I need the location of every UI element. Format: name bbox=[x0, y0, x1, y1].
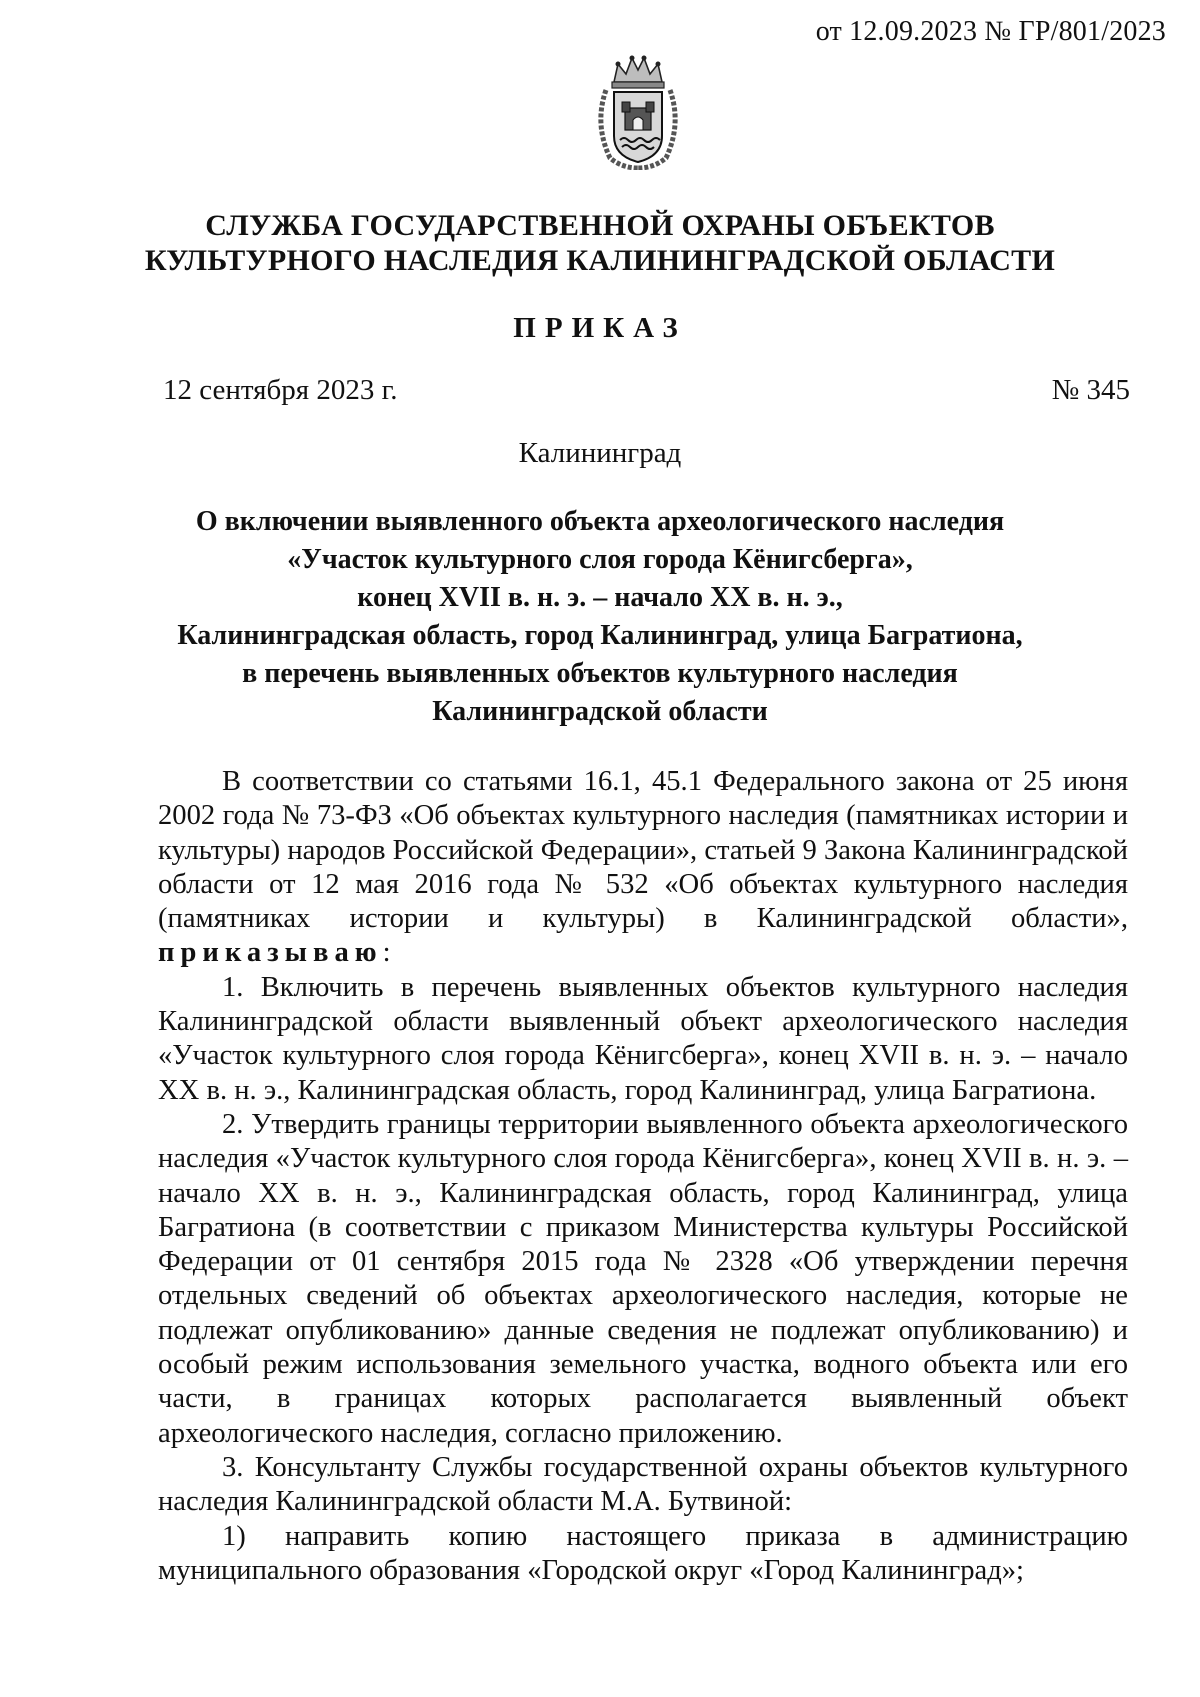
subject-line: Калининградской области bbox=[432, 696, 768, 727]
kaliningrad-region-coat-of-arms-icon bbox=[592, 54, 684, 170]
preamble-text: В соответствии со статьями 16.1, 45.1 Федерального закона от 25 июня 2002 года № 73-ФЗ «Об объектах культурного наследия (памятниках истории и культуры) народов Российской Федерации», статьей 9 Закона Калининградской области от 12 мая 2016 года № 532 «Об объектах культурного наследия (памятниках истории и культуры) в Калининградской области», bbox=[158, 766, 1128, 935]
order-number: № 345 bbox=[1051, 374, 1130, 406]
subject-line: в перечень выявленных объектов культурного наследия bbox=[242, 658, 958, 689]
subject-line: конец XVII в. н. э. – начало XX в. н. э., bbox=[357, 582, 843, 613]
order-body bbox=[158, 765, 1128, 1588]
city: Калининград bbox=[518, 437, 682, 469]
order-word: приказываю bbox=[158, 937, 383, 969]
item-3: 3. Консультанту Службы государственной охраны объектов культурного наследия Калининградской области М.А. Бутвиной: bbox=[158, 1451, 1128, 1518]
item-1: 1. Включить в перечень выявленных объектов культурного наследия Калининградской области выявленный объект археологического наследия «Участок культурного слоя города Кёнигсберга», конец XVII в. н. э. – начало XX в. н. э., Калининградская область, город Калининград, улица Багратиона. bbox=[158, 971, 1128, 1106]
order-subject bbox=[0, 503, 1200, 731]
subject-line: Калининградская область, город Калининград, улица Багратиона, bbox=[177, 620, 1023, 651]
organization-name bbox=[0, 208, 1200, 278]
item-3-1: 1) направить копию настоящего приказа в администрацию муниципального образования «Городской округ «Город Калининград»; bbox=[158, 1520, 1128, 1586]
subject-line: «Участок культурного слоя города Кёнигсберга», bbox=[287, 544, 913, 575]
document-type: ПРИКАЗ bbox=[513, 312, 687, 344]
organization-name-line-1: СЛУЖБА ГОСУДАРСТВЕННОЙ ОХРАНЫ ОБЪЕКТОВ bbox=[205, 209, 995, 242]
organization-name-line-2: КУЛЬТУРНОГО НАСЛЕДИЯ КАЛИНИНГРАДСКОЙ ОБЛАСТИ bbox=[144, 244, 1056, 277]
order-date: 12 сентября 2023 г. bbox=[163, 374, 398, 406]
order-colon: : bbox=[382, 937, 391, 969]
preamble-paragraph bbox=[158, 765, 1128, 971]
registration-number: от 12.09.2023 № ГР/801/2023 bbox=[815, 16, 1166, 47]
subject-line: О включении выявленного объекта археологического наследия bbox=[195, 506, 1005, 537]
item-2: 2. Утвердить границы территории выявленного объекта археологического наследия «Участок культурного слоя города Кёнигсберга», конец XVII в. н. э. – начало XX в. н. э., Калининградская область, город Калининград, улица Багратиона (в соответствии с приказом Министерства культуры Российской Федерации от 01 сентября 2015 года № 2328 «Об утверждении перечня отдельных сведений об объектах археологического наследия, которые не подлежат опубликованию» данные сведения не подлежат опубликованию) и особый режим использования земельного участка, водного объекта или его части, в границах которых располагается выявленный объект археологического наследия, согласно приложению. bbox=[158, 1108, 1128, 1449]
